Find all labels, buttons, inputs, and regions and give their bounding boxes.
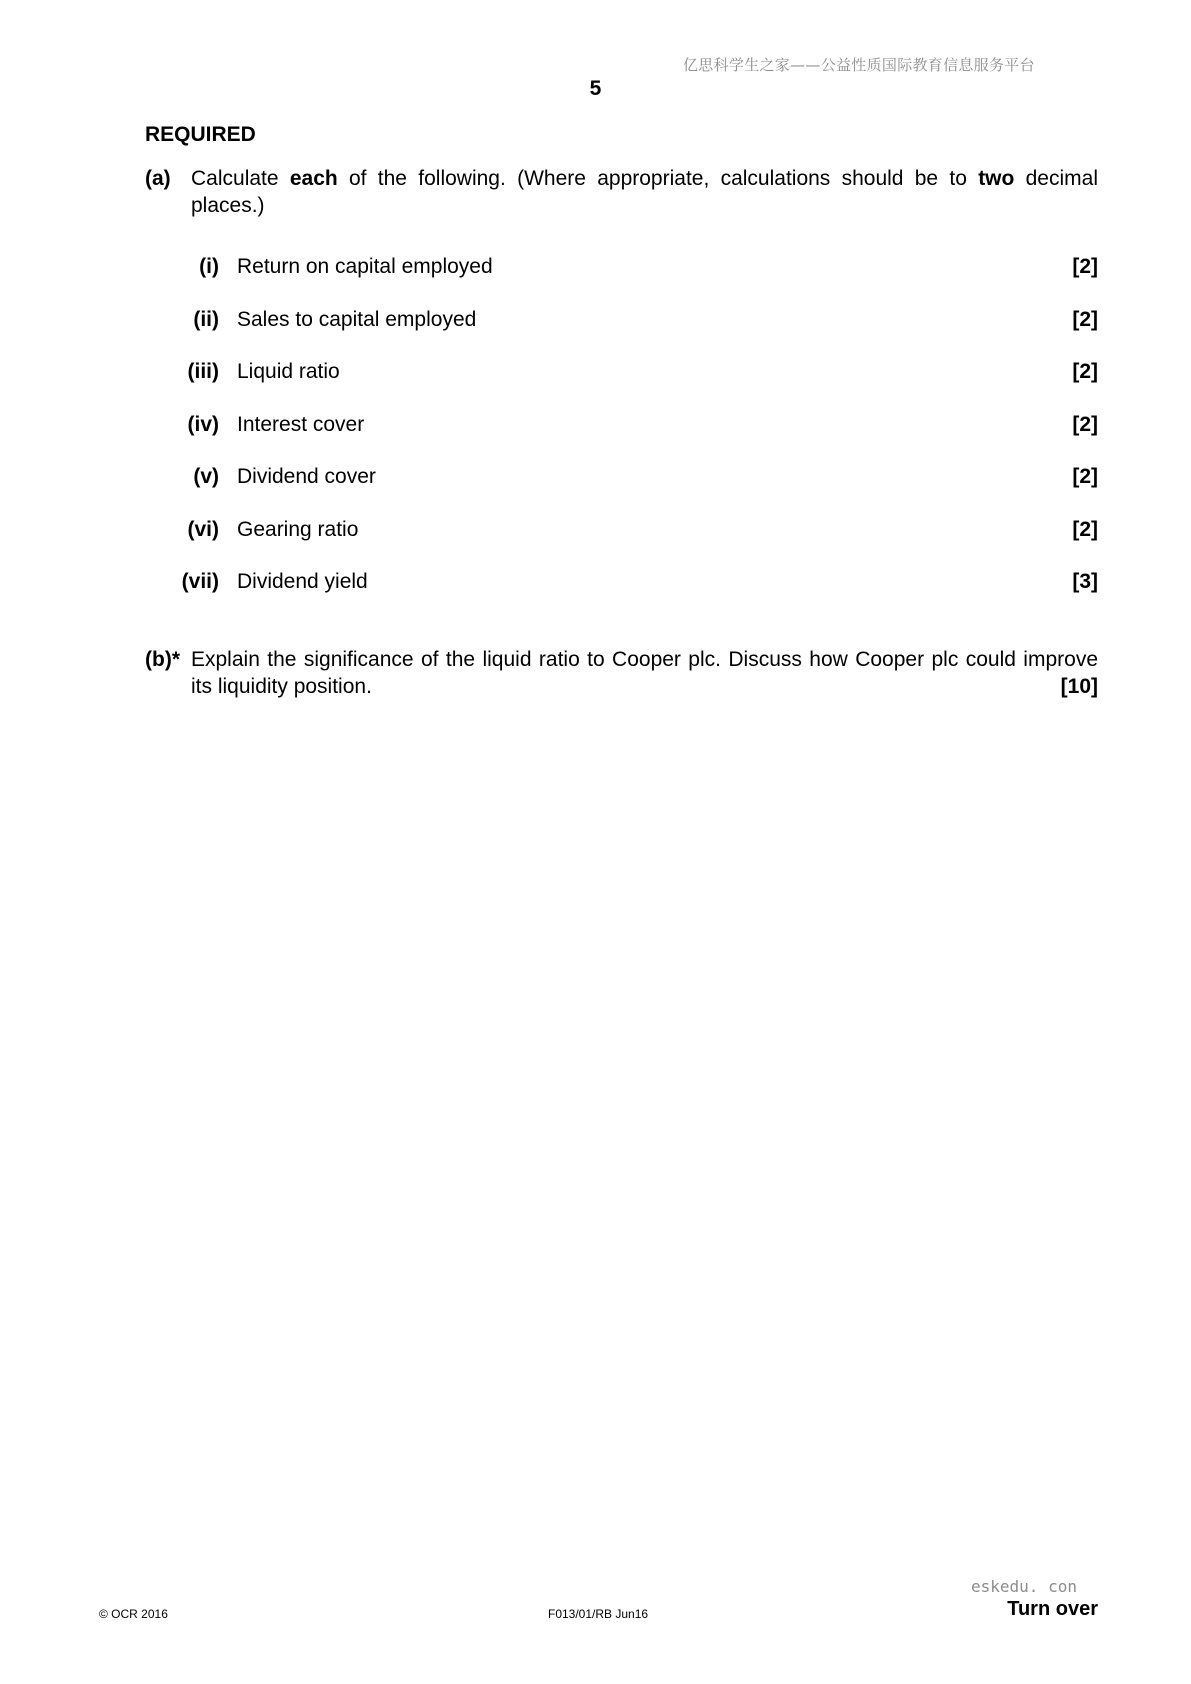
turn-over-label: Turn over	[1007, 1598, 1098, 1620]
sub-question-marks: [3]	[1072, 570, 1098, 593]
sub-question-number: (ii)	[193, 308, 219, 331]
sub-question-marks: [2]	[1072, 413, 1098, 436]
sub-question-marks: [2]	[1072, 360, 1098, 383]
footer-site-watermark: eskedu. con	[971, 1577, 1077, 1596]
sub-question-marks: [2]	[1072, 255, 1098, 278]
question-b-text: Explain the significance of the liquid ratio to Cooper plc. Discuss how Cooper plc could improve its liquidity position.	[191, 648, 1098, 698]
sub-question	[145, 516, 1098, 544]
sub-question-text: Gearing ratio	[237, 518, 359, 541]
sub-question	[145, 568, 1098, 596]
sub-question-marks: [2]	[1072, 465, 1098, 488]
sub-question	[145, 463, 1098, 491]
sub-question-number: (vii)	[181, 570, 219, 593]
sub-question-text: Dividend cover	[237, 465, 376, 488]
sub-question	[145, 306, 1098, 334]
sub-question-text: Interest cover	[237, 413, 365, 436]
sub-question-number: (vi)	[187, 518, 219, 541]
sub-question-text: Return on capital employed	[237, 255, 493, 278]
sub-question-number: (iii)	[187, 360, 219, 383]
sub-question-number: (i)	[199, 255, 219, 278]
footer-copyright: © OCR 2016	[99, 1607, 168, 1621]
sub-question-marks: [2]	[1072, 518, 1098, 541]
question-a-label: (a)	[145, 167, 171, 190]
question-a-text: Calculate each of the following. (Where appropriate, calculations should be to two decimal places.)	[191, 167, 1098, 217]
sub-question-text: Dividend yield	[237, 570, 368, 593]
sub-question-number: (iv)	[187, 413, 219, 436]
sub-question-number: (v)	[193, 465, 219, 488]
section-heading: REQUIRED	[145, 123, 256, 146]
page-number: 5	[589, 77, 602, 100]
sub-question-text: Liquid ratio	[237, 360, 340, 383]
sub-question-marks: [2]	[1072, 308, 1098, 331]
watermark-text: 亿思科学生之家——公益性质国际教育信息服务平台	[683, 56, 1035, 74]
question-b	[145, 646, 1098, 700]
footer-paper-code: F013/01/RB Jun16	[548, 1607, 649, 1621]
sub-question-text: Sales to capital employed	[237, 308, 477, 331]
sub-question	[145, 253, 1098, 281]
sub-question	[145, 411, 1098, 439]
sub-question	[145, 358, 1098, 386]
question-b-marks: [10]	[1060, 675, 1098, 698]
question-b-label: (b)*	[145, 648, 180, 671]
question-a	[145, 165, 1098, 219]
